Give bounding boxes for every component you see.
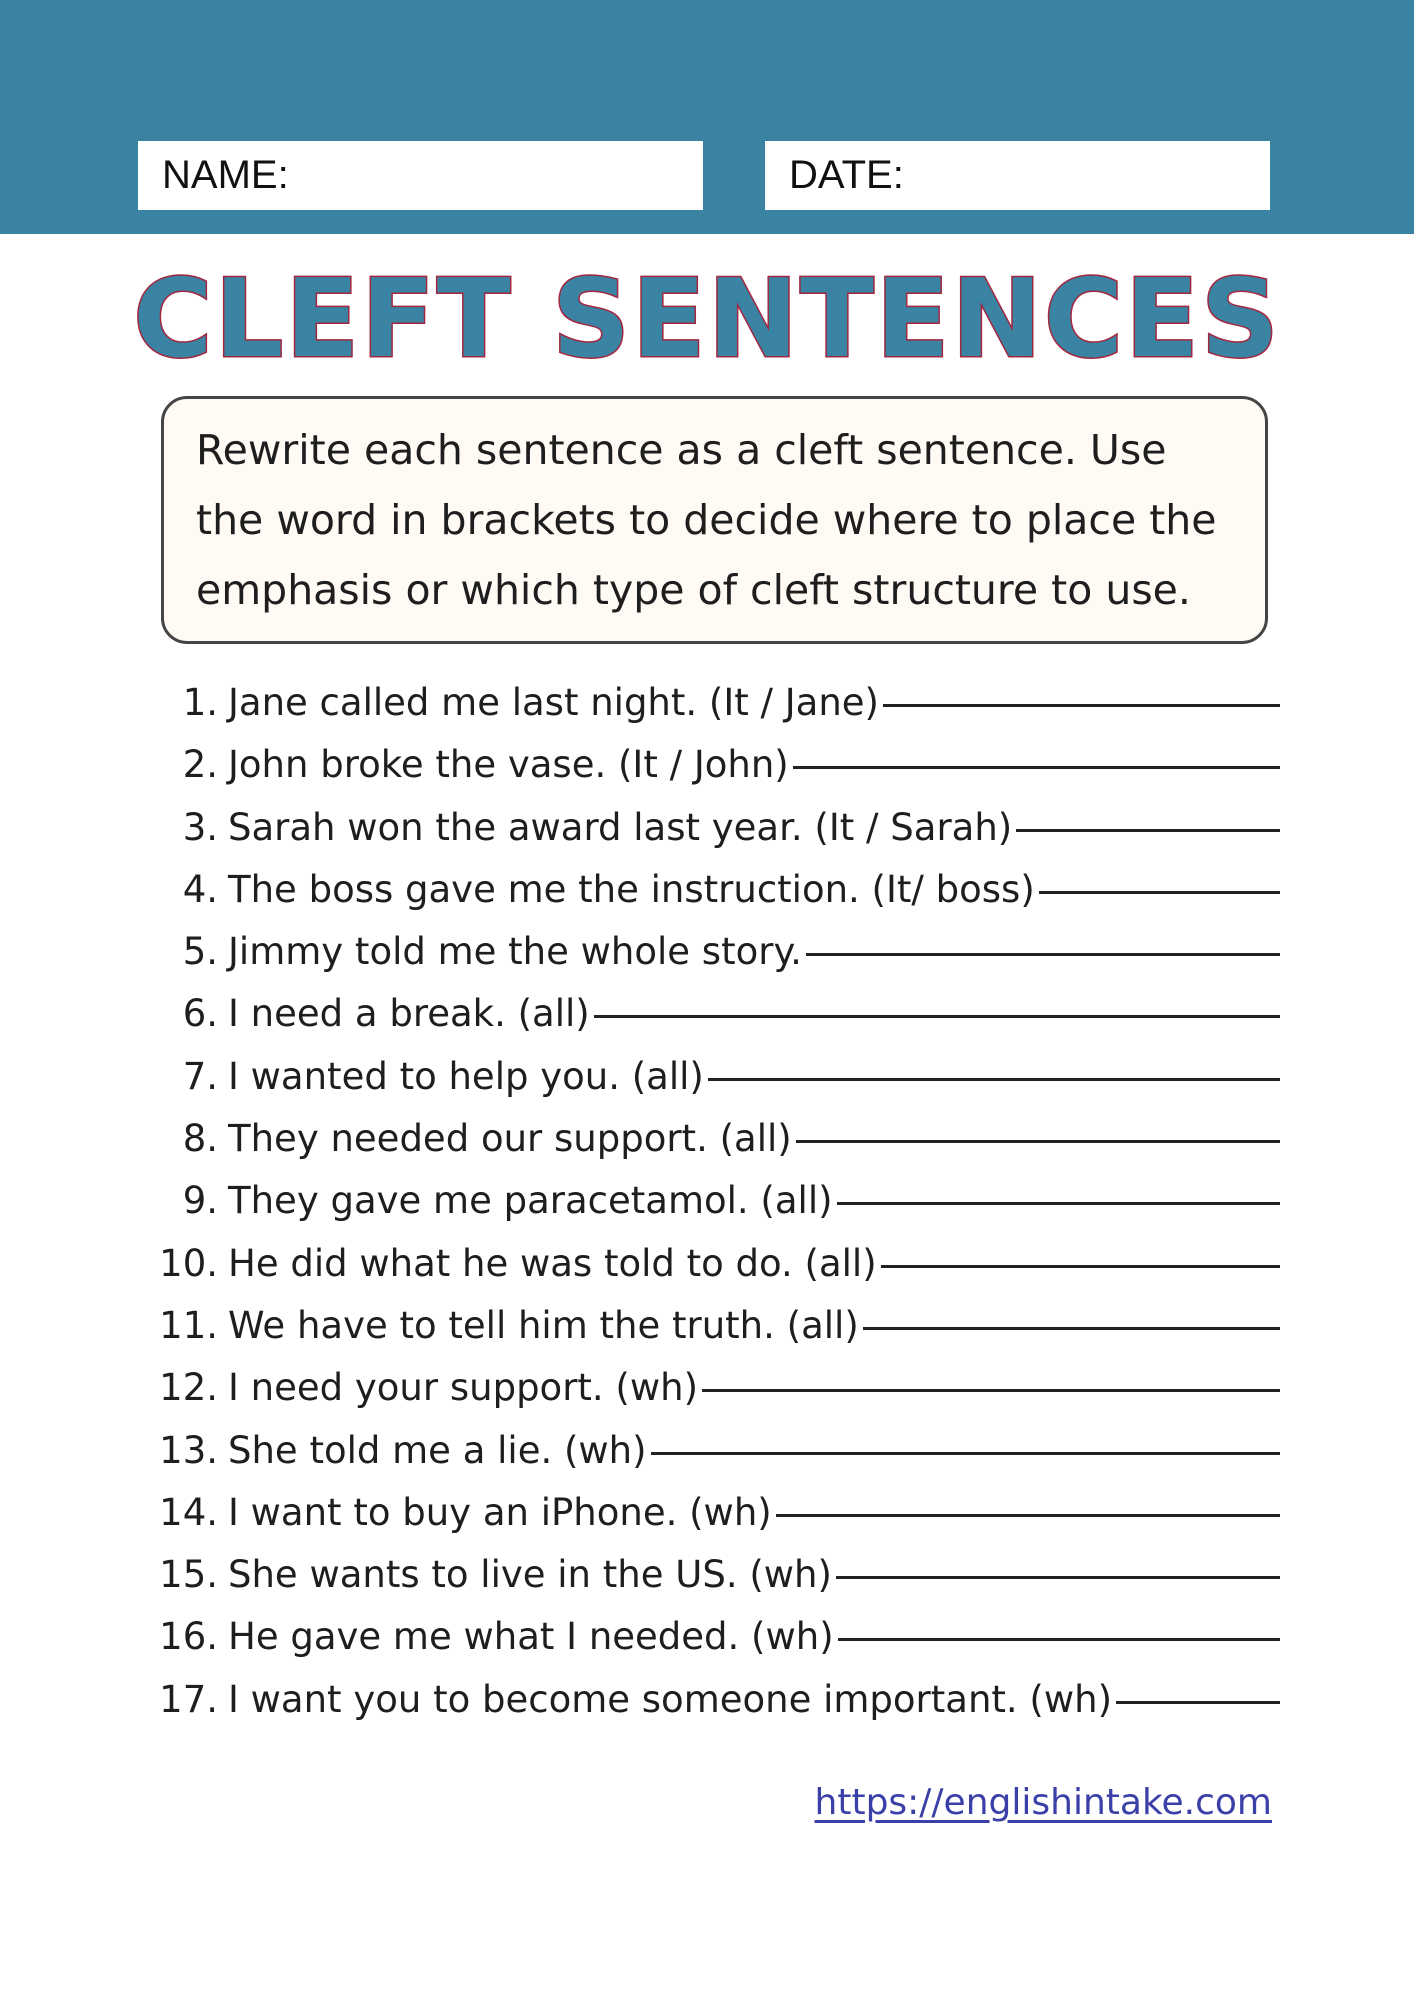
exercise-number: 13. bbox=[159, 1428, 218, 1472]
name-label: NAME: bbox=[162, 153, 289, 197]
exercise-text: He gave me what I needed. (wh) bbox=[228, 1615, 834, 1659]
exercise-item bbox=[150, 1544, 1280, 1606]
exercise-item bbox=[150, 1170, 1280, 1232]
answer-blank[interactable] bbox=[883, 704, 1280, 707]
exercise-text: Jane called me last night. (It / Jane) bbox=[228, 681, 879, 724]
answer-blank[interactable] bbox=[776, 1514, 1280, 1517]
exercise-text: I wanted to help you. (all) bbox=[228, 1054, 704, 1098]
exercise-text: We have to tell him the truth. (all) bbox=[228, 1303, 859, 1347]
answer-blank[interactable] bbox=[863, 1327, 1280, 1330]
instructions-box bbox=[161, 396, 1268, 644]
answer-blank[interactable] bbox=[838, 1638, 1280, 1641]
answer-blank[interactable] bbox=[806, 953, 1280, 956]
exercise-number: 7. bbox=[182, 1054, 218, 1098]
exercise-text: They needed our support. (all) bbox=[228, 1117, 792, 1161]
exercise-text: She told me a lie. (wh) bbox=[228, 1428, 647, 1472]
answer-blank[interactable] bbox=[1116, 1701, 1280, 1704]
answer-blank[interactable] bbox=[881, 1265, 1280, 1268]
exercise-item bbox=[150, 672, 1280, 734]
exercise-number: 11. bbox=[159, 1303, 218, 1347]
exercise-text: I need a break. (all) bbox=[228, 992, 590, 1036]
exercise-item bbox=[150, 1046, 1280, 1108]
exercise-item bbox=[150, 797, 1280, 859]
name-field[interactable] bbox=[138, 141, 703, 210]
exercise-number: 6. bbox=[182, 992, 218, 1036]
exercise-item bbox=[150, 1606, 1280, 1668]
exercise-text: The boss gave me the instruction. (It/ boss) bbox=[228, 867, 1035, 911]
exercise-text: Sarah won the award last year. (It / Sarah) bbox=[228, 805, 1013, 849]
answer-blank[interactable] bbox=[793, 766, 1280, 769]
exercise-item bbox=[150, 1420, 1280, 1482]
exercise-number: 4. bbox=[182, 867, 218, 911]
answer-blank[interactable] bbox=[836, 1576, 1280, 1579]
answer-blank[interactable] bbox=[702, 1389, 1280, 1392]
exercise-text: Jimmy told me the whole story. bbox=[228, 930, 802, 974]
answer-blank[interactable] bbox=[594, 1015, 1280, 1018]
answer-blank[interactable] bbox=[708, 1078, 1280, 1081]
exercise-text: She wants to live in the US. (wh) bbox=[228, 1553, 832, 1597]
exercise-text: John broke the vase. (It / John) bbox=[228, 743, 789, 787]
exercise-number: 14. bbox=[159, 1490, 218, 1534]
exercise-number: 15. bbox=[159, 1553, 218, 1597]
answer-blank[interactable] bbox=[796, 1140, 1280, 1143]
answer-blank[interactable] bbox=[651, 1452, 1280, 1455]
exercise-number: 12. bbox=[159, 1366, 218, 1410]
exercise-number: 17. bbox=[159, 1677, 218, 1721]
page-title: CLEFT SENTENCES bbox=[133, 257, 1281, 382]
exercise-number: 1. bbox=[182, 681, 218, 724]
exercise-item bbox=[150, 734, 1280, 796]
exercise-number: 2. bbox=[182, 743, 218, 787]
exercise-number: 16. bbox=[159, 1615, 218, 1659]
exercise-item bbox=[150, 1108, 1280, 1170]
exercise-text: I need your support. (wh) bbox=[228, 1366, 699, 1410]
exercise-list bbox=[150, 672, 1280, 1731]
exercise-item bbox=[150, 1295, 1280, 1357]
exercise-item bbox=[150, 1233, 1280, 1295]
exercise-number: 10. bbox=[159, 1241, 218, 1285]
exercise-number: 9. bbox=[182, 1179, 218, 1223]
answer-blank[interactable] bbox=[1039, 891, 1280, 894]
exercise-number: 8. bbox=[182, 1117, 218, 1161]
answer-blank[interactable] bbox=[1016, 829, 1280, 832]
exercise-text: They gave me paracetamol. (all) bbox=[228, 1179, 833, 1223]
instructions-text: Rewrite each sentence as a cleft sentence. Use the word in brackets to decide where to place the emphasis or which type of cleft structure to use. bbox=[196, 426, 1217, 614]
exercise-item bbox=[150, 921, 1280, 983]
exercise-text: He did what he was told to do. (all) bbox=[228, 1241, 877, 1285]
date-field[interactable] bbox=[765, 141, 1270, 210]
exercise-item bbox=[150, 1357, 1280, 1419]
exercise-item bbox=[150, 983, 1280, 1045]
exercise-text: I want you to become someone important. (wh) bbox=[228, 1677, 1113, 1721]
exercise-number: 3. bbox=[182, 805, 218, 849]
exercise-number: 5. bbox=[182, 930, 218, 974]
exercise-item bbox=[150, 1482, 1280, 1544]
exercise-text: I want to buy an iPhone. (wh) bbox=[228, 1490, 772, 1534]
website-link[interactable]: https://englishintake.com bbox=[814, 1782, 1272, 1823]
answer-blank[interactable] bbox=[837, 1202, 1280, 1205]
exercise-item bbox=[150, 1669, 1280, 1731]
exercise-item bbox=[150, 859, 1280, 921]
date-label: DATE: bbox=[789, 153, 904, 197]
